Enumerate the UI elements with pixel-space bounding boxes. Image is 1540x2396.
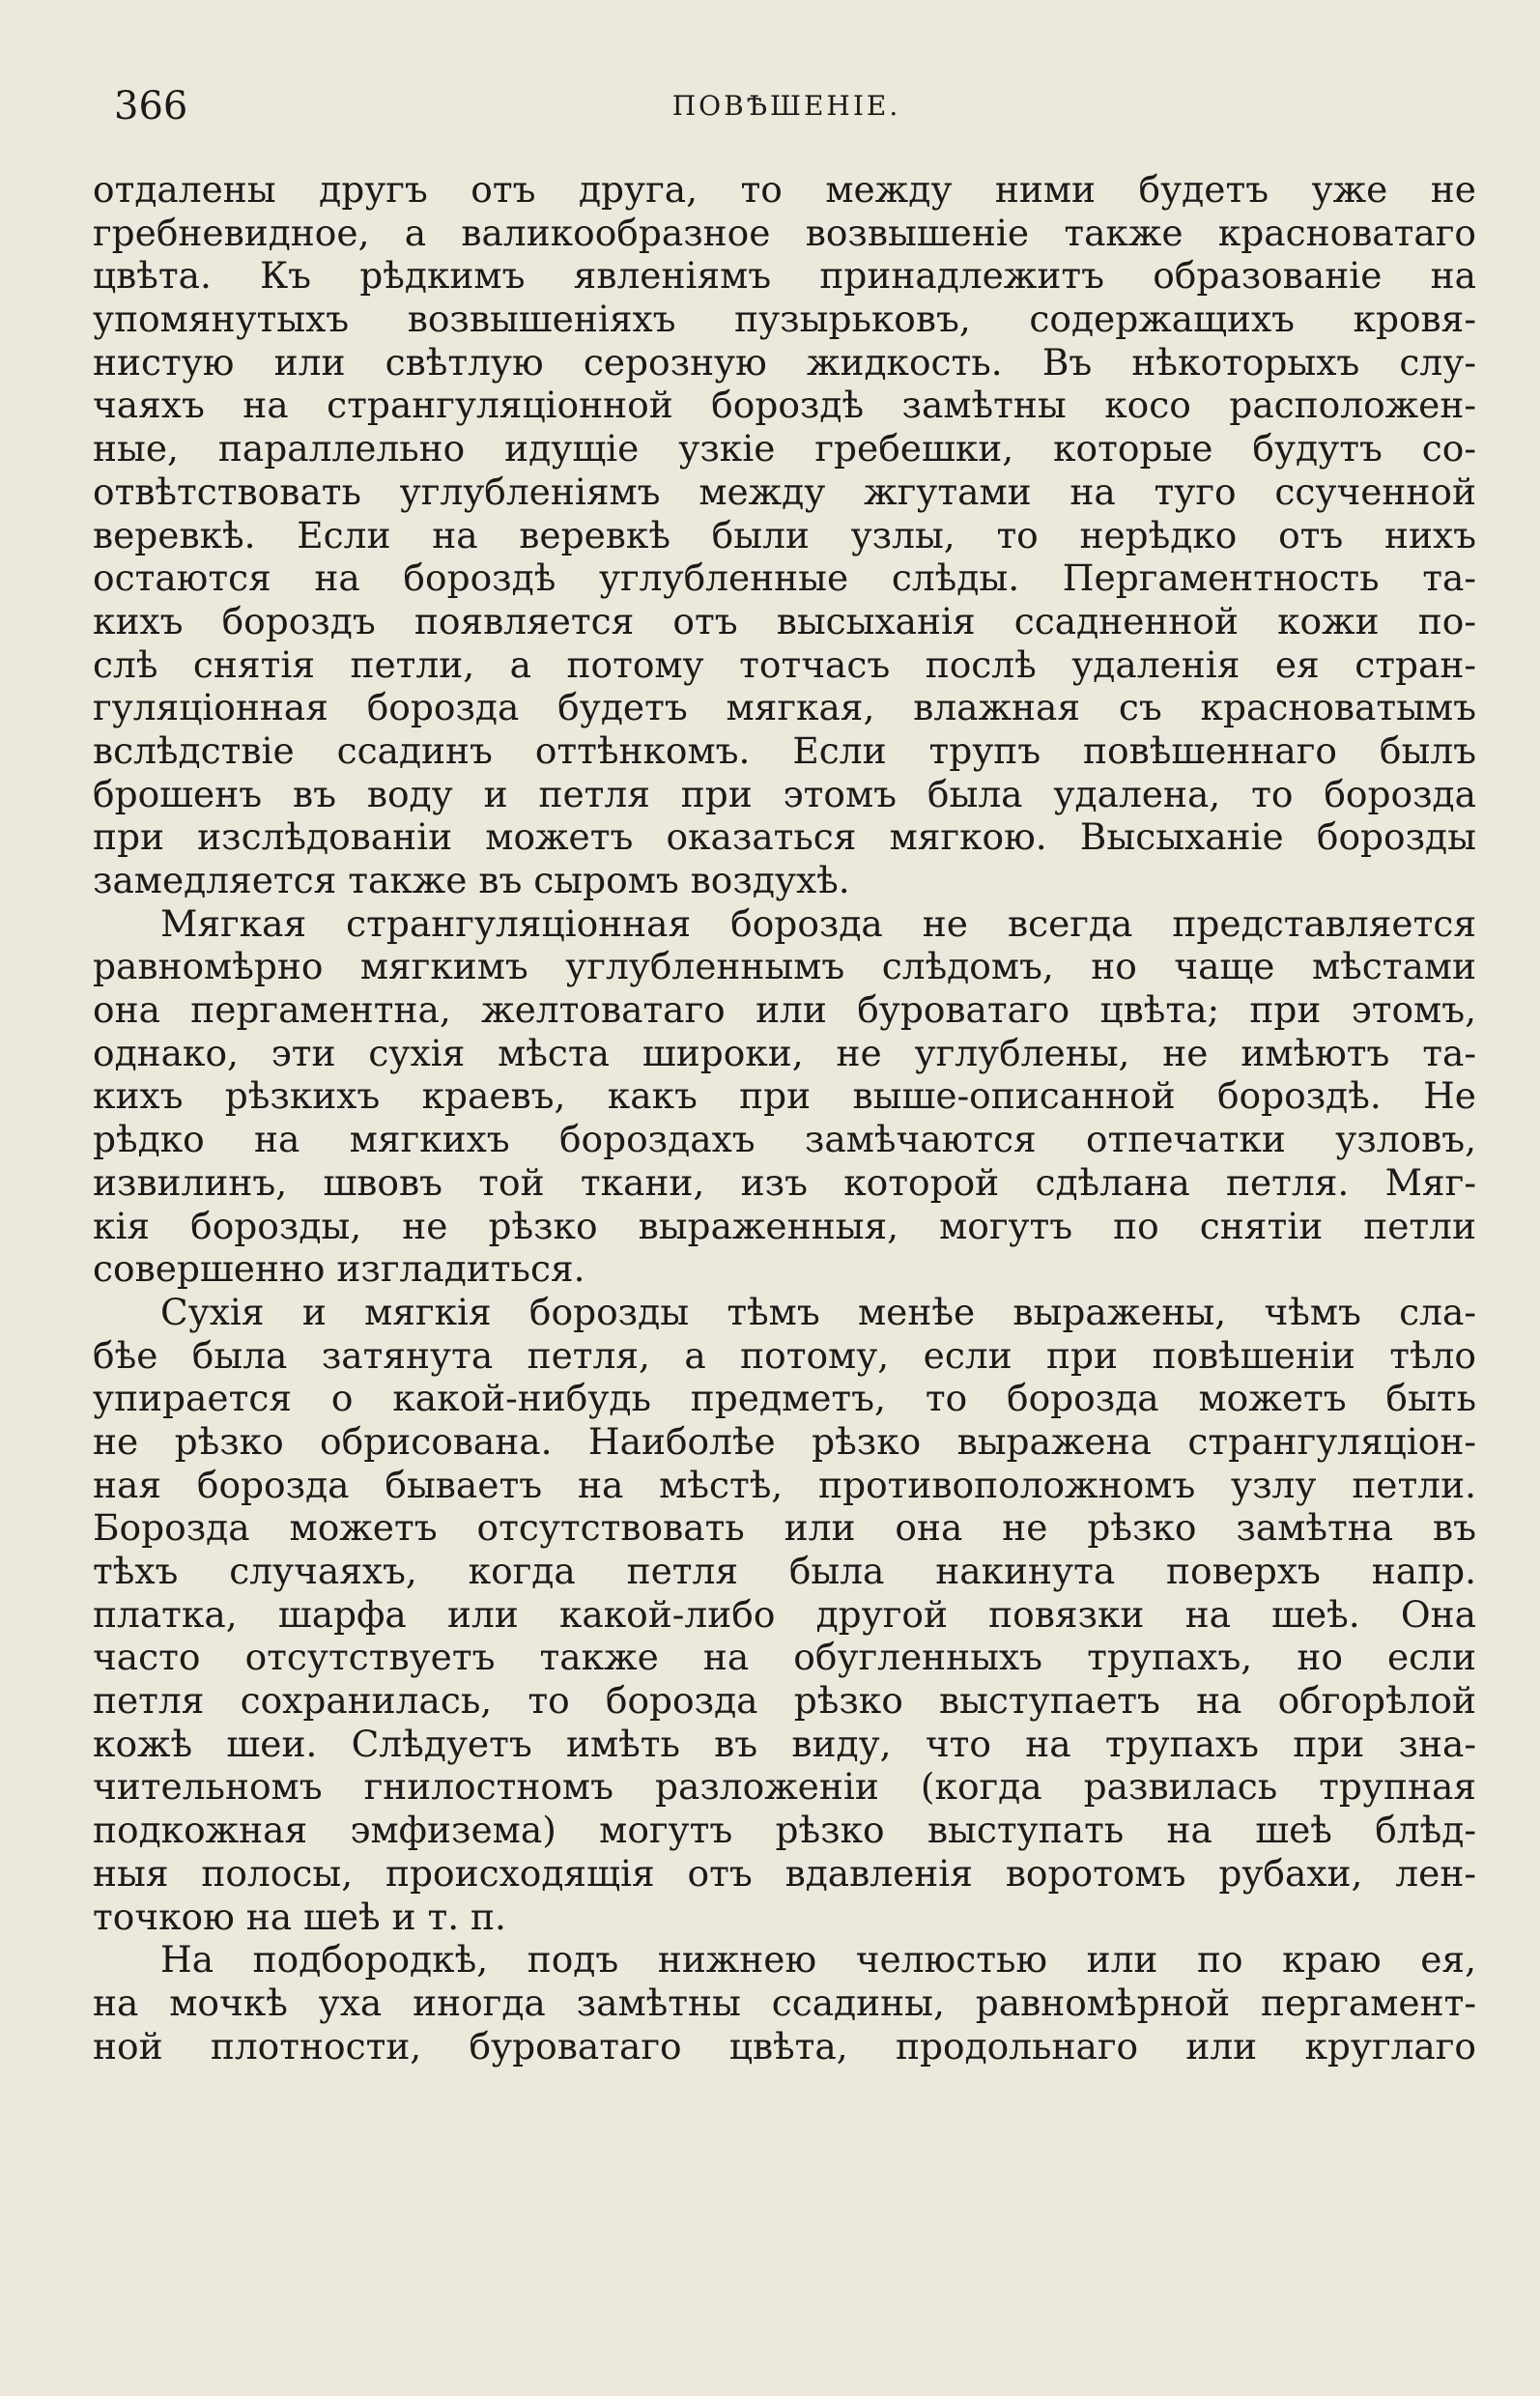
text-line: гребневидное, а валикообразное возвышеніе также красноватаго	[93, 211, 1476, 254]
page-header	[114, 79, 1459, 133]
text-line: часто отсутствуетъ также на обугленныхъ трупахъ, но если	[93, 1636, 1476, 1679]
text-line: равномѣрно мягкимъ углубленнымъ слѣдомъ, но чаще мѣстами	[93, 945, 1476, 988]
text-line: Борозда можетъ отсутствовать или она не рѣзко замѣтна въ	[93, 1506, 1476, 1550]
text-line: На подбородкѣ, подъ нижнею челюстью или по краю ея,	[160, 1938, 1476, 1982]
text-line: ные, параллельно идущіе узкіе гребешки, которые будутъ со-	[93, 427, 1476, 471]
text-line: тѣхъ случаяхъ, когда петля была накинута поверхъ напр.	[93, 1550, 1476, 1592]
text-line: подкожная эмфизема) могутъ рѣзко выступать на шеѣ блѣд-	[93, 1809, 1476, 1852]
text-line: однако, эти сухія мѣста широки, не углублены, не имѣютъ та-	[93, 1031, 1476, 1074]
text-line: отвѣтствовать углубленіямъ между жгутами на туго ссученной	[93, 470, 1476, 513]
text-line: упирается о какой-нибудь предметъ, то борозда можетъ быть	[93, 1377, 1476, 1420]
text-line: не рѣзко обрисована. Наиболѣе рѣзко выражена странгуляціон-	[93, 1419, 1476, 1463]
text-line: точкою на шеѣ и т. п.	[93, 1895, 506, 1938]
text-line: чаяхъ на странгуляціонной бороздѣ замѣтны косо расположен-	[93, 384, 1476, 427]
text-line: веревкѣ. Если на веревкѣ были узлы, то нерѣдко отъ нихъ	[93, 513, 1476, 556]
text-line: платка, шарфа или какой-либо другой повязки на шеѣ. Она	[93, 1592, 1476, 1636]
text-line: цвѣта. Къ рѣдкимъ явленіямъ принадлежитъ образованіе на	[93, 254, 1476, 298]
text-line: кія борозды, не рѣзко выраженныя, могутъ по снятіи петли	[93, 1204, 1476, 1247]
text-line: ной плотности, буроватаго цвѣта, продольнаго или круглаго	[93, 2024, 1476, 2068]
text-line: она пергаментна, желтоватаго или буроватаго цвѣта; при этомъ,	[93, 988, 1476, 1032]
text-line: Мягкая странгуляціонная борозда не всегда представляется	[160, 901, 1476, 945]
text-line: вслѣдствіе ссадинъ оттѣнкомъ. Если трупъ повѣшеннаго былъ	[93, 728, 1476, 772]
text-line: чительномъ гнилостномъ разложеніи (когда развилась трупная	[93, 1765, 1476, 1809]
running-head: ПОВѢШЕНІЕ.	[671, 90, 901, 122]
text-line: кихъ бороздъ появляется отъ высыханія ссадненной кожи по-	[93, 599, 1476, 642]
text-line: ныя полосы, происходящія отъ вдавленія воротомъ рубахи, лен-	[93, 1851, 1476, 1895]
text-line: Сухія и мягкія борозды тѣмъ менѣе выражены, чѣмъ сла-	[160, 1290, 1476, 1333]
text-line: отдалены другъ отъ друга, то между ними будетъ уже не	[93, 168, 1476, 211]
text-line: при изслѣдованіи можетъ оказаться мягкою. Высыханіе борозды	[93, 815, 1476, 859]
text-line: извилинъ, швовъ той ткани, изъ которой сдѣлана петля. Мяг-	[93, 1160, 1476, 1204]
text-line: на мочкѣ уха иногда замѣтны ссадины, равномѣрной пергамент-	[93, 1981, 1476, 2024]
page-body-text	[93, 168, 1476, 2068]
text-line: кожѣ шеи. Слѣдуетъ имѣть въ виду, что на трупахъ при зна-	[93, 1722, 1476, 1765]
text-line: нистую или свѣтлую серозную жидкость. Въ нѣкоторыхъ слу-	[93, 340, 1476, 384]
text-line: бѣе была затянута петля, а потому, если при повѣшеніи тѣло	[93, 1333, 1476, 1377]
text-line: замедляется также въ сыромъ воздухѣ.	[93, 859, 850, 901]
text-line: слѣ снятія петли, а потому тотчасъ послѣ удаленія ея стран-	[93, 642, 1476, 686]
text-line: петля сохранилась, то борозда рѣзко выступаетъ на обгорѣлой	[93, 1679, 1476, 1723]
text-line: гуляціонная борозда будетъ мягкая, влажная съ красноватымъ	[93, 686, 1476, 729]
text-line: рѣдко на мягкихъ бороздахъ замѣчаются отпечатки узловъ,	[93, 1118, 1476, 1161]
text-line: брошенъ въ воду и петля при этомъ была удалена, то борозда	[93, 772, 1476, 815]
text-line: упомянутыхъ возвышеніяхъ пузырьковъ, содержащихъ кровя-	[93, 298, 1476, 341]
text-line: совершенно изгладиться.	[93, 1247, 585, 1291]
page-number: 366	[114, 84, 188, 128]
text-line: кихъ рѣзкихъ краевъ, какъ при выше-описанной бороздѣ. Не	[93, 1074, 1476, 1118]
text-line: ная борозда бываетъ на мѣстѣ, противоположномъ узлу петли.	[93, 1463, 1476, 1506]
text-line: остаются на бороздѣ углубленные слѣды. Пергаментность та-	[93, 556, 1476, 600]
